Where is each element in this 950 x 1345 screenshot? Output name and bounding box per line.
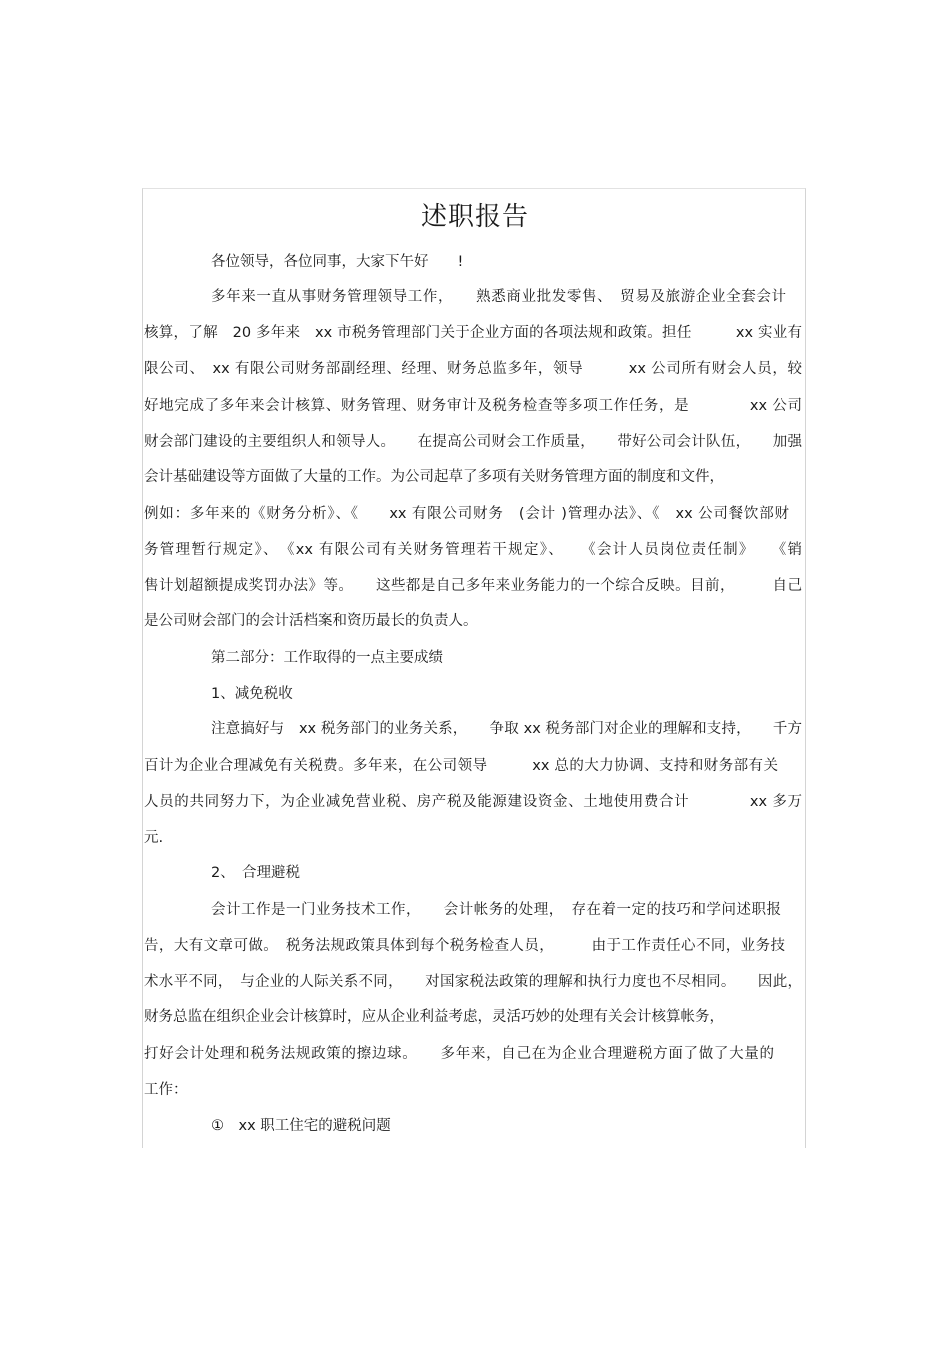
paragraph-line: 百计为企业合理减免有关税费。多年来，在公司领导 xx 总的大力协调、支持和财务部有关 — [144, 758, 778, 774]
section-heading: 第二部分：工作取得的一点主要成绩 — [211, 650, 443, 666]
paragraph-line: 例如：多年来的《财务分析》、《 xx 有限公司财务 (会计 )管理办法》、《 xx 公司餐饮部财 — [144, 506, 789, 522]
subsection-heading: 1、减免税收 — [211, 686, 293, 702]
paragraph-line: 注意搞好与 xx 税务部门的业务关系， 争取 xx 税务部门对企业的理解和支持， 千方 — [211, 721, 802, 737]
paragraph-line: 多年来一直从事财务管理领导工作， 熟悉商业批发零售、 贸易及旅游企业全套会计 — [211, 289, 786, 305]
paragraph-line: 是公司财会部门的会计活档案和资历最长的负责人。 — [144, 613, 478, 629]
paragraph-line: 元. — [144, 830, 164, 846]
paragraph-line: 术水平不同， 与企业的人际关系不同， 对国家税法政策的理解和执行力度也不尽相同。 因此， — [144, 974, 802, 990]
paragraph-line: 打好会计处理和税务法规政策的擦边球。 多年来，自己在为企业合理避税方面了做了大量的 — [144, 1046, 774, 1062]
paragraph-line: 财务总监在组织企业会计核算时，应从企业利益考虑，灵活巧妙的处理有关会计核算帐务， — [144, 1009, 724, 1025]
paragraph-line: 限公司、 xx 有限公司财务部副经理、经理、财务总监多年，领导 xx 公司所有财会人员，较 — [144, 361, 802, 377]
paragraph-line: 务管理暂行规定》、 《xx 有限公司有关财务管理若干规定》、 《会计人员岗位责任制》 《销 — [144, 542, 802, 558]
paragraph-line: 工作： — [144, 1082, 188, 1098]
document-title: 述职报告 — [420, 202, 529, 232]
paragraph-line: 会计工作是一门业务技术工作， 会计帐务的处理， 存在着一定的技巧和学问述职报 — [211, 902, 781, 918]
paragraph-line: 人员的共同努力下，为企业减免营业税、房产税及能源建设资金、土地使用费合计 xx 多万 — [144, 794, 802, 810]
paragraph-line: 好地完成了多年来会计核算、财务管理、财务审计及税务检查等多项工作任务，是 xx 公司 — [144, 398, 802, 414]
paragraph-line: 核算，了解 20 多年来 xx 市税务管理部门关于企业方面的各项法规和政策。担任 xx 实业有 — [144, 325, 802, 341]
list-item: ① xx 职工住宅的避税问题 — [211, 1118, 391, 1134]
greeting-line: 各位领导，各位同事，大家下午好 ! — [211, 254, 464, 270]
paragraph-line: 售计划超额提成奖罚办法》等。 这些都是自己多年来业务能力的一个综合反映。目前， 自己 — [144, 578, 802, 594]
subsection-heading: 2、 合理避税 — [211, 865, 300, 881]
paragraph-line: 财会部门建设的主要组织人和领导人。 在提高公司财会工作质量， 带好公司会计队伍， 加强 — [144, 434, 802, 450]
paragraph-line: 告，大有文章可做。 税务法规政策具体到每个税务检查人员， 由于工作责任心不同，业务技 — [144, 938, 785, 954]
paragraph-line: 会计基础建设等方面做了大量的工作。为公司起草了多项有关财务管理方面的制度和文件， — [144, 469, 724, 485]
